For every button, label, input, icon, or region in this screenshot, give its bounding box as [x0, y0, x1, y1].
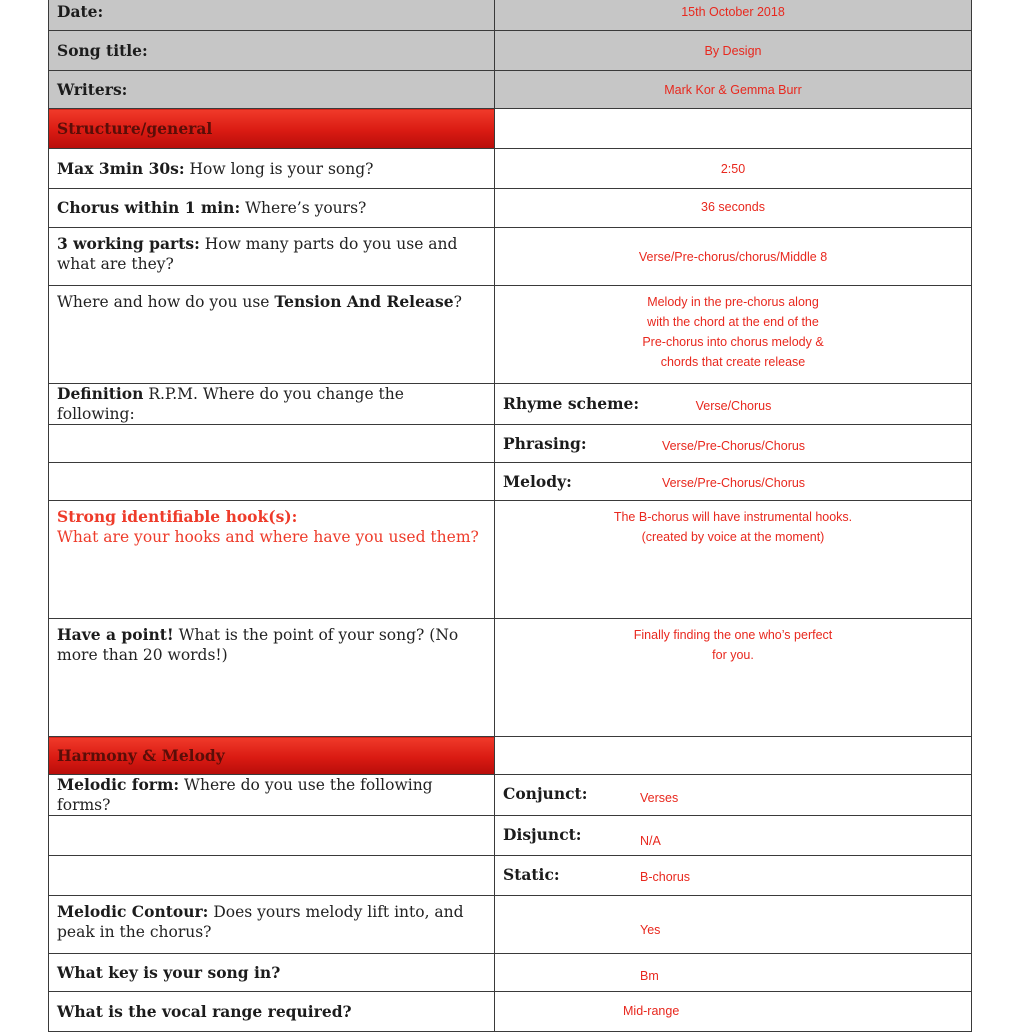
rhyme-scheme-value: Verse/Chorus — [695, 399, 772, 413]
phrasing-cell — [495, 425, 972, 463]
song-title-value: By Design — [495, 31, 972, 71]
static-cell — [495, 856, 972, 896]
song-length-bold: Max 3min 30s: — [57, 158, 185, 178]
definition-row — [49, 384, 972, 425]
melody-row — [49, 463, 972, 501]
hook-answer-line: The B-chorus will have instrumental hooks. — [613, 510, 853, 524]
tension-release-bold: Tension And Release — [274, 292, 454, 311]
working-parts-bold: 3 working parts: — [57, 234, 200, 253]
melody-value: Verse/Pre-Chorus/Chorus — [661, 476, 806, 490]
writers-value: Mark Kor & Gemma Burr — [495, 71, 972, 109]
song-title-label: Song title: — [57, 40, 148, 60]
tension-release-text-pre: Where and how do you use — [57, 293, 275, 311]
working-parts-row — [49, 228, 972, 286]
hook-bold: Strong identifiable hook(s): — [57, 507, 298, 526]
song-title-row — [49, 31, 972, 71]
phrasing-blank-cell — [49, 425, 495, 463]
melodic-contour-bold: Melodic Contour: — [57, 902, 209, 921]
melodic-form-text: Where do you use the following forms? — [57, 776, 433, 814]
melodic-contour-question — [49, 896, 495, 954]
harmony-section-title: Harmony & Melody — [49, 737, 495, 775]
melodic-form-row — [49, 775, 972, 816]
static-row — [49, 856, 972, 896]
hook-text: What are your hooks and where have you used them? — [57, 528, 479, 546]
harmony-section-blank — [495, 737, 972, 775]
song-key-answer: Bm — [640, 969, 659, 983]
hook-row — [49, 501, 972, 619]
static-value: B-chorus — [640, 870, 691, 884]
point-answer-line: Finally finding the one who’s perfect — [633, 628, 833, 642]
song-length-text: How long is your song? — [184, 159, 374, 178]
song-title-label-cell — [49, 31, 495, 71]
phrasing-value: Verse/Pre-Chorus/Chorus — [661, 439, 806, 453]
melody-cell — [495, 463, 972, 501]
disjunct-label: Disjunct: — [503, 825, 582, 844]
melodic-form-question — [49, 775, 495, 816]
song-key-cell — [49, 954, 495, 992]
vocal-range-row — [49, 992, 972, 1032]
rhyme-scheme-label: Rhyme scheme: — [503, 394, 640, 413]
point-answer — [495, 619, 972, 737]
definition-bold: Definition — [57, 384, 144, 403]
static-blank-cell — [49, 856, 495, 896]
point-answer-line: for you. — [712, 648, 754, 662]
song-length-question — [49, 149, 495, 189]
vocal-range-answer-cell — [495, 992, 972, 1032]
static-label: Static: — [503, 865, 560, 884]
vocal-range-cell — [49, 992, 495, 1032]
chorus-timing-bold: Chorus within 1 min: — [57, 198, 241, 217]
point-row — [49, 619, 972, 737]
tension-answer-line: with the chord at the end of the — [647, 315, 819, 329]
definition-question — [49, 384, 495, 425]
tension-release-row — [49, 286, 972, 384]
melodic-contour-cell — [495, 896, 972, 954]
working-parts-question — [49, 228, 495, 286]
date-row — [49, 0, 972, 31]
working-parts-text: How many parts do you use and what are they? — [57, 235, 458, 273]
rhyme-scheme-cell — [495, 384, 972, 425]
vocal-range-question: What is the vocal range required? — [57, 1001, 352, 1021]
tension-answer-line: Melody in the pre-chorus along — [647, 295, 819, 309]
song-length-row — [49, 149, 972, 189]
harmony-section-row — [49, 737, 972, 775]
tension-release-answer — [495, 286, 972, 384]
working-parts-answer: Verse/Pre-chorus/chorus/Middle 8 — [495, 228, 972, 286]
tension-answer-line: Pre-chorus into chorus melody & — [642, 335, 824, 349]
disjunct-blank-cell — [49, 816, 495, 856]
conjunct-label: Conjunct: — [503, 784, 588, 803]
tension-release-text-post: ? — [453, 293, 462, 311]
melody-label: Melody: — [503, 472, 572, 491]
conjunct-cell — [495, 775, 972, 816]
chorus-timing-question — [49, 189, 495, 228]
hook-answer-line: (created by voice at the moment) — [641, 530, 825, 544]
structure-section-blank — [495, 109, 972, 149]
disjunct-value: N/A — [640, 834, 661, 848]
point-question — [49, 619, 495, 737]
conjunct-value: Verses — [640, 791, 679, 805]
definition-text: R.P.M. Where do you change the following: — [57, 385, 404, 423]
date-label: Date: — [57, 1, 104, 21]
structure-section-row — [49, 109, 972, 149]
chorus-timing-answer: 36 seconds — [495, 189, 972, 228]
song-length-answer: 2:50 — [495, 149, 972, 189]
structure-section-title: Structure/general — [49, 109, 495, 149]
melodic-form-bold: Melodic form: — [57, 775, 180, 794]
vocal-range-answer: Mid-range — [623, 1004, 680, 1018]
point-bold: Have a point! — [57, 625, 174, 644]
writers-label: Writers: — [57, 79, 128, 99]
melodic-contour-answer: Yes — [640, 923, 661, 937]
hook-answer — [495, 501, 972, 619]
song-key-question: What key is your song in? — [57, 962, 281, 982]
point-text: What is the point of your song? (No more than 20 words!) — [57, 626, 459, 664]
melodic-contour-row — [49, 896, 972, 954]
song-review-form — [48, 0, 972, 1032]
phrasing-row — [49, 425, 972, 463]
melodic-contour-text: Does yours melody lift into, and peak in the chorus? — [57, 903, 464, 941]
song-key-answer-cell — [495, 954, 972, 992]
song-key-row — [49, 954, 972, 992]
tension-release-question — [49, 286, 495, 384]
disjunct-row — [49, 816, 972, 856]
writers-label-cell — [49, 71, 495, 109]
hook-question — [49, 501, 495, 619]
writers-row — [49, 71, 972, 109]
date-label-cell — [49, 0, 495, 31]
tension-answer-line: chords that create release — [660, 355, 806, 369]
melody-blank-cell — [49, 463, 495, 501]
disjunct-cell — [495, 816, 972, 856]
chorus-timing-row — [49, 189, 972, 228]
phrasing-label: Phrasing: — [503, 434, 587, 453]
chorus-timing-text: Where’s yours? — [240, 199, 367, 217]
date-value: 15th October 2018 — [495, 0, 972, 31]
